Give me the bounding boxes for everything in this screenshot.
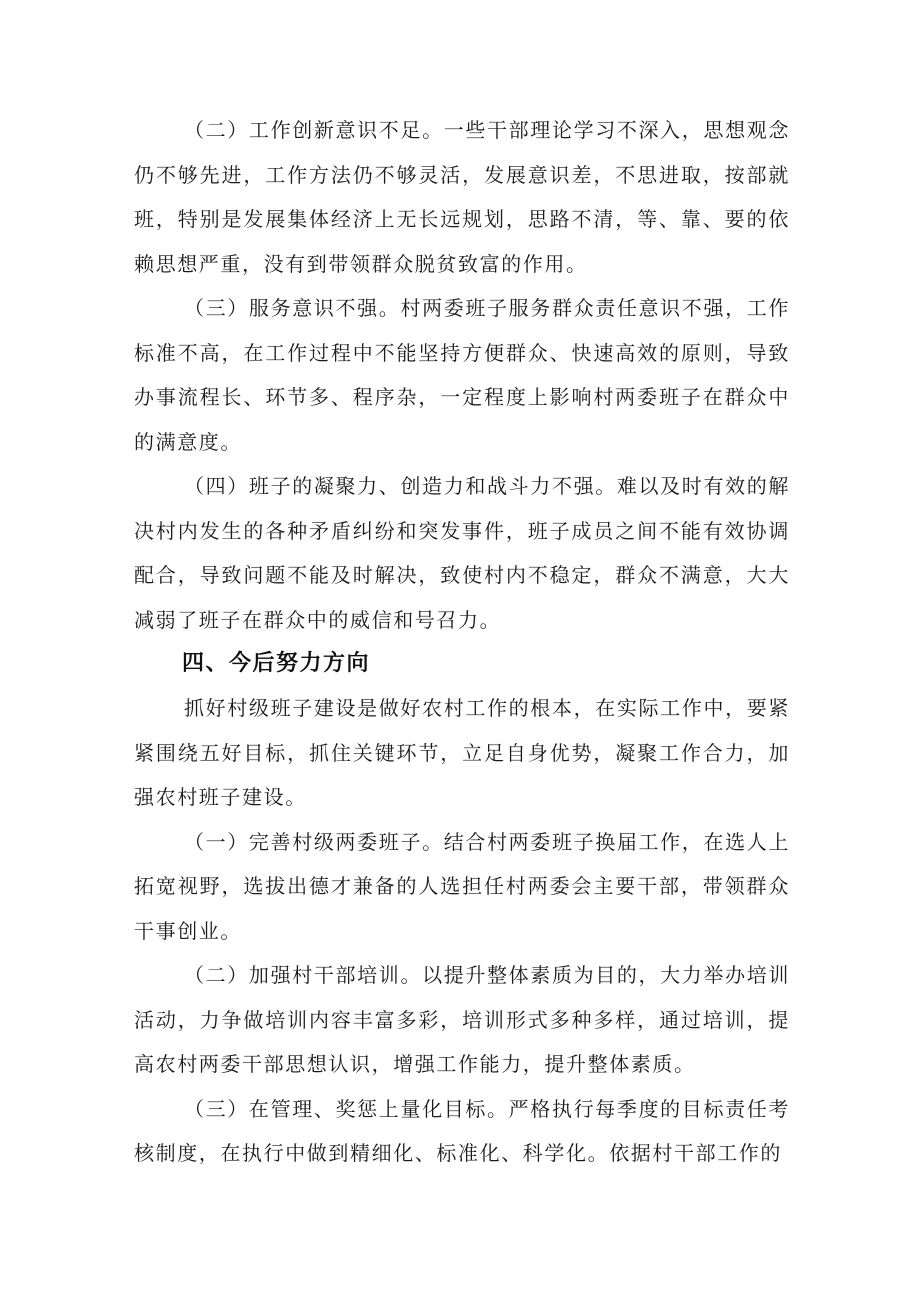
paragraph-improve-committee: （一）完善村级两委班子。结合村两委班子换届工作，在选人上拓宽视野，选拔出德才兼备的人选担任村两委会主要干部，带领群众干事创业。 <box>134 829 790 943</box>
section-heading: 四、今后努力方向 <box>182 651 371 676</box>
paragraph-team-cohesion: （四）班子的凝聚力、创造力和战斗力不强。难以及时有效的解决村内发生的各种矛盾纠纷和突发事件，班子成员之间不能有效协调配合，导致问题不能及时解决，致使村内不稳定，群众不满意，大大减弱了班子在群众中的威信和号召力。 <box>134 474 790 632</box>
paragraph-quantified-targets: （三）在管理、奖惩上量化目标。严格执行每季度的目标责任考核制度，在执行中做到精细化、标准化、科学化。依据村干部工作的 <box>134 1096 790 1165</box>
paragraph-innovation-awareness: （二）工作创新意识不足。一些干部理论学习不深入，思想观念仍不够先进，工作方法仍不够灵活，发展意识差，不思进取，按部就班，特别是发展集体经济上无长远规划，思路不清，等、靠、要的依赖思想严重，没有到带领群众脱贫致富的作用。 <box>134 118 790 276</box>
paragraph-service-awareness: （三）服务意识不强。村两委班子服务群众责任意识不强，工作标准不高，在工作过程中不能坚持方便群众、快速高效的原则，导致办事流程长、环节多、程序杂，一定程度上影响村两委班子在群众中的满意度。 <box>134 296 790 454</box>
paragraph-section-intro: 抓好村级班子建设是做好农村工作的根本，在实际工作中，要紧紧围绕五好目标，抓住关键环节，立足自身优势，凝聚工作合力，加强农村班子建设。 <box>134 696 790 809</box>
paragraph-cadre-training: （二）加强村干部培训。以提升整体素质为目的，大力举办培训活动，力争做培训内容丰富多彩，培训形式多种多样，通过培训，提高农村两委干部思想认识，增强工作能力，提升整体素质。 <box>134 963 790 1076</box>
document-body <box>134 108 790 1176</box>
